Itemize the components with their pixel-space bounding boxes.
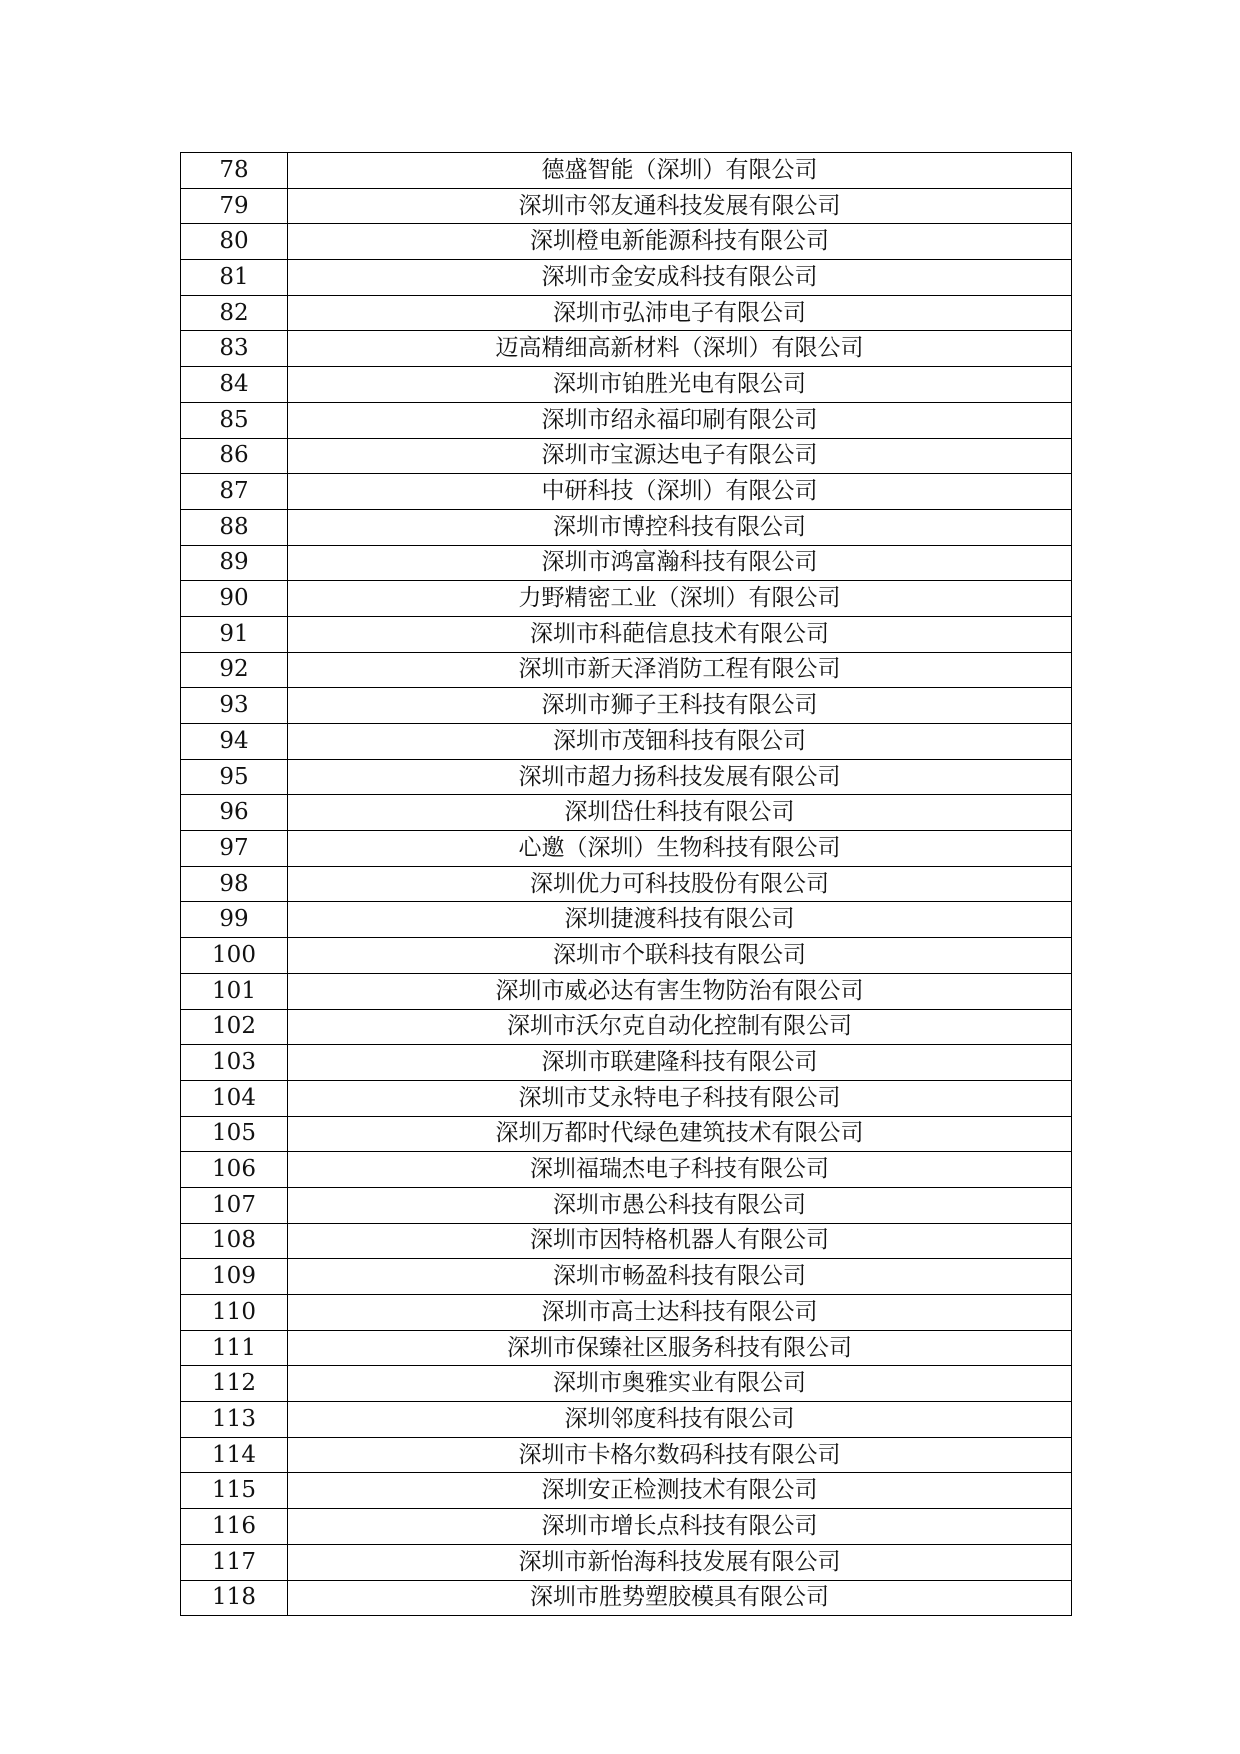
company-name-cell: 深圳邻度科技有限公司 (288, 1402, 1072, 1438)
company-name-cell: 深圳安正检测技术有限公司 (288, 1473, 1072, 1509)
table-row (181, 367, 1072, 403)
company-name-cell: 深圳市奥雅实业有限公司 (288, 1366, 1072, 1402)
company-name-cell: 深圳市沃尔克自动化控制有限公司 (288, 1009, 1072, 1045)
table-row (181, 759, 1072, 795)
row-number-cell: 86 (181, 438, 288, 474)
row-number-cell: 105 (181, 1116, 288, 1152)
row-number-cell: 88 (181, 509, 288, 545)
company-name-cell: 深圳市卡格尔数码科技有限公司 (288, 1437, 1072, 1473)
company-name-cell: 深圳市高士达科技有限公司 (288, 1295, 1072, 1331)
row-number-cell: 114 (181, 1437, 288, 1473)
table-row (181, 1152, 1072, 1188)
table-row (181, 581, 1072, 617)
company-name-cell: 深圳市超力扬科技发展有限公司 (288, 759, 1072, 795)
company-name-cell: 深圳市艾永特电子科技有限公司 (288, 1080, 1072, 1116)
table-row (181, 1295, 1072, 1331)
row-number-cell: 116 (181, 1509, 288, 1545)
company-name-cell: 力野精密工业（深圳）有限公司 (288, 581, 1072, 617)
company-name-cell: 深圳市弘沛电子有限公司 (288, 295, 1072, 331)
row-number-cell: 91 (181, 616, 288, 652)
row-number-cell: 85 (181, 402, 288, 438)
company-name-cell: 深圳橙电新能源科技有限公司 (288, 224, 1072, 260)
table-row (181, 545, 1072, 581)
table-row (181, 652, 1072, 688)
table-row (181, 1045, 1072, 1081)
table-row (181, 724, 1072, 760)
table-row (181, 1402, 1072, 1438)
table-row (181, 1223, 1072, 1259)
row-number-cell: 111 (181, 1330, 288, 1366)
row-number-cell: 104 (181, 1080, 288, 1116)
table-row (181, 295, 1072, 331)
row-number-cell: 106 (181, 1152, 288, 1188)
company-name-cell: 深圳捷渡科技有限公司 (288, 902, 1072, 938)
company-name-cell: 深圳市威必达有害生物防治有限公司 (288, 973, 1072, 1009)
company-name-cell: 深圳福瑞杰电子科技有限公司 (288, 1152, 1072, 1188)
row-number-cell: 78 (181, 153, 288, 189)
row-number-cell: 94 (181, 724, 288, 760)
company-name-cell: 深圳市鸿富瀚科技有限公司 (288, 545, 1072, 581)
company-name-cell: 深圳市宝源达电子有限公司 (288, 438, 1072, 474)
company-list-table (180, 152, 1072, 1616)
company-name-cell: 迈高精细高新材料（深圳）有限公司 (288, 331, 1072, 367)
table-row (181, 616, 1072, 652)
company-name-cell: 深圳市茂钿科技有限公司 (288, 724, 1072, 760)
company-name-cell: 深圳市因特格机器人有限公司 (288, 1223, 1072, 1259)
table-row (181, 831, 1072, 867)
company-name-cell: 心邀（深圳）生物科技有限公司 (288, 831, 1072, 867)
row-number-cell: 118 (181, 1580, 288, 1616)
row-number-cell: 84 (181, 367, 288, 403)
company-name-cell: 深圳市绍永福印刷有限公司 (288, 402, 1072, 438)
table-row (181, 1580, 1072, 1616)
row-number-cell: 112 (181, 1366, 288, 1402)
table-body (181, 153, 1072, 1616)
table-row (181, 402, 1072, 438)
company-name-cell: 深圳市金安成科技有限公司 (288, 260, 1072, 296)
row-number-cell: 98 (181, 866, 288, 902)
row-number-cell: 107 (181, 1187, 288, 1223)
row-number-cell: 115 (181, 1473, 288, 1509)
company-name-cell: 深圳万都时代绿色建筑技术有限公司 (288, 1116, 1072, 1152)
row-number-cell: 117 (181, 1544, 288, 1580)
table-row (181, 1080, 1072, 1116)
table-row (181, 153, 1072, 189)
company-name-cell: 深圳市愚公科技有限公司 (288, 1187, 1072, 1223)
row-number-cell: 97 (181, 831, 288, 867)
company-name-cell: 深圳市胜势塑胶模具有限公司 (288, 1580, 1072, 1616)
row-number-cell: 103 (181, 1045, 288, 1081)
company-name-cell: 深圳市铂胜光电有限公司 (288, 367, 1072, 403)
table-row (181, 1437, 1072, 1473)
company-name-cell: 深圳市保臻社区服务科技有限公司 (288, 1330, 1072, 1366)
company-name-cell: 深圳市增长点科技有限公司 (288, 1509, 1072, 1545)
row-number-cell: 87 (181, 474, 288, 510)
company-name-cell: 德盛智能（深圳）有限公司 (288, 153, 1072, 189)
row-number-cell: 90 (181, 581, 288, 617)
row-number-cell: 108 (181, 1223, 288, 1259)
company-name-cell: 深圳市畅盈科技有限公司 (288, 1259, 1072, 1295)
table-row (181, 1330, 1072, 1366)
row-number-cell: 95 (181, 759, 288, 795)
table-row (181, 509, 1072, 545)
row-number-cell: 99 (181, 902, 288, 938)
table-row (181, 1187, 1072, 1223)
table-row (181, 938, 1072, 974)
table-row (181, 1509, 1072, 1545)
table-row (181, 1259, 1072, 1295)
row-number-cell: 92 (181, 652, 288, 688)
table-row (181, 1366, 1072, 1402)
row-number-cell: 113 (181, 1402, 288, 1438)
table-row (181, 866, 1072, 902)
row-number-cell: 82 (181, 295, 288, 331)
table-row (181, 474, 1072, 510)
table-row (181, 902, 1072, 938)
company-name-cell: 深圳市联建隆科技有限公司 (288, 1045, 1072, 1081)
company-name-cell: 深圳市邻友通科技发展有限公司 (288, 188, 1072, 224)
table-row (181, 260, 1072, 296)
row-number-cell: 110 (181, 1295, 288, 1331)
row-number-cell: 101 (181, 973, 288, 1009)
company-name-cell: 深圳市个联科技有限公司 (288, 938, 1072, 974)
company-name-cell: 深圳市博控科技有限公司 (288, 509, 1072, 545)
row-number-cell: 93 (181, 688, 288, 724)
table-row (181, 438, 1072, 474)
table-row (181, 795, 1072, 831)
row-number-cell: 83 (181, 331, 288, 367)
company-name-cell: 深圳岱仕科技有限公司 (288, 795, 1072, 831)
row-number-cell: 80 (181, 224, 288, 260)
row-number-cell: 96 (181, 795, 288, 831)
company-name-cell: 深圳市新怡海科技发展有限公司 (288, 1544, 1072, 1580)
company-name-cell: 深圳优力可科技股份有限公司 (288, 866, 1072, 902)
company-name-cell: 中研科技（深圳）有限公司 (288, 474, 1072, 510)
table-row (181, 1116, 1072, 1152)
table-row (181, 1009, 1072, 1045)
row-number-cell: 89 (181, 545, 288, 581)
table-row (181, 188, 1072, 224)
table-row (181, 1473, 1072, 1509)
row-number-cell: 79 (181, 188, 288, 224)
company-name-cell: 深圳市新天泽消防工程有限公司 (288, 652, 1072, 688)
table-row (181, 688, 1072, 724)
row-number-cell: 109 (181, 1259, 288, 1295)
company-name-cell: 深圳市狮子王科技有限公司 (288, 688, 1072, 724)
row-number-cell: 81 (181, 260, 288, 296)
table-row (181, 331, 1072, 367)
row-number-cell: 100 (181, 938, 288, 974)
table-row (181, 1544, 1072, 1580)
table-row (181, 973, 1072, 1009)
company-name-cell: 深圳市科葩信息技术有限公司 (288, 616, 1072, 652)
row-number-cell: 102 (181, 1009, 288, 1045)
table-row (181, 224, 1072, 260)
